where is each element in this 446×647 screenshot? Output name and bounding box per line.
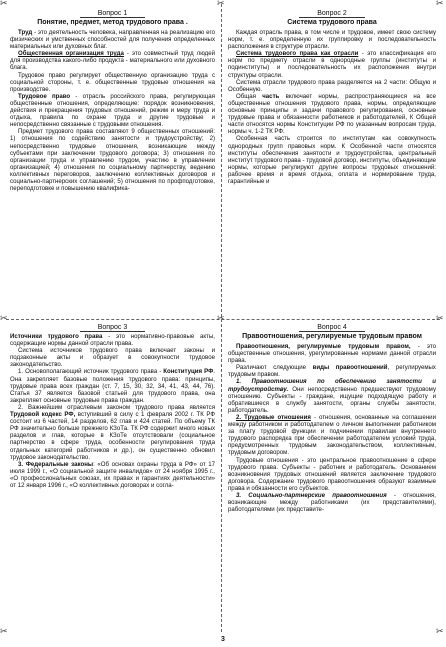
question-card-3	[6, 323, 219, 632]
paragraph: Правоотношения, регулируемые трудовым правом, - это общественные отношения, урегулированные нормами данной отрасли права.	[228, 343, 436, 365]
paragraph: Система трудового права как отрасли - это классификация его норм по предмету отрасли в однородные группы (институты и подинституты) и последовательность их расположения внутри структуры отрасли.	[228, 50, 436, 79]
paragraph: Источники трудового права - это нормативно-правовые акты, содержащие нормы данной отрасли права.	[10, 333, 215, 348]
question-label: Вопрос 2	[228, 10, 436, 18]
paragraph: 3. Социально-партнерские правоотношения - отношения, возникающие между работниками (их представителями), работодателями (их представите-	[228, 491, 436, 514]
paragraph: Особенная часть строится по институтам как совокупность однородных групп правовых норм. К Особенной части относятся институты обеспечения занятости и трудоустройства, центральный институт трудового права - трудовой договор, институты, объединяющие нормы, которые регулируют другие вопросы трудовых отношений: рабочее время и время отдыха, оплата и нормирование труда, гарантийные и	[228, 135, 436, 185]
question-card-2	[224, 9, 440, 316]
scissors-icon: ✂	[217, 314, 225, 324]
question-label: Вопрос 1	[10, 10, 215, 18]
question-title: Понятие, предмет, метод трудового права .	[37, 19, 188, 26]
scissors-icon: ✂	[217, 0, 225, 9]
paragraph: Трудовые отношения - это центральное правоотношение в сфере трудового права. Субъекты - работник и работодатель. Основанием возникновения трудовых отношений является заключение трудового договора. Содержание трудового правоотношения образуют взаимные права и обязанности его субъектов.	[228, 456, 436, 492]
paragraph: Система отрасли трудового права разделяется на 2 части: Общую и Особенную.	[228, 78, 436, 93]
question-card-4	[224, 323, 440, 632]
question-title: Система трудового права	[287, 19, 377, 26]
paragraph: 1. Правоотношения по обеспечению занятости и трудоустройству. Они непосредственно предшествуют трудовому отношению. Субъекты - граждане, ищущие подходящую работу и обратившиеся в службу занятости, органы службы занятости, работодатель.	[228, 378, 436, 414]
scissors-icon: ✂	[436, 0, 444, 9]
question-label: Вопрос 4	[228, 324, 436, 332]
paragraph: 2. Важнейшим отраслевым законом трудового права является Трудовой кодекс РФ, вступивший в силу с 1 февраля 2002 г. ТК РФ состоит из 6 частей, 14 разделов, 62 глав и 424 статей. По объему ТК РФ значительно больше прежнего КЗоТа. ТК РФ содержит много новых разделов и глав, которые в КЗоТе отсутствовали (социальное партнерство в сфере труда, особенности регулирования труда отдельных категорий работников и др.), он существенно обновил трудовое законодательство.	[10, 403, 215, 461]
question-title: Правоотношения, регулируемые трудовым правом	[242, 333, 422, 340]
page-number: 3	[221, 636, 225, 643]
paragraph: Предмет трудового права составляют 9 общественных отношений: 1) отношения по содействию занятости и трудоустройству; 2) непосредственно трудовые отношения, возникающие между субъектами при заключении трудового договора; 3) отношения по организации труда и управлению трудом, участию в управлении организацией; 4) отношения по социальному партнерству, ведению коллективных переговоров, заключению коллективных договоров и социально-партнерских соглашений; 5) отношения по профподготовке, переподготовке и повышению квалифика-	[10, 128, 215, 193]
scissors-icon: ✂	[0, 0, 8, 9]
paragraph: 3. Федеральные законы: «Об основах охраны труда в РФ» от 17 июля 1999 г., «О социальной защите инвалидов» от 24 ноября 1995 г., «О профессиональных союзах, их правах и гарантиях деятельности» от 12 января 1996 г., «О коллективных договорах и согла-	[10, 460, 216, 489]
paragraph: Общая часть включает нормы, распространяющиеся на все общественные отношения трудового права, нормы, определяющие основные принципы и задачи правового регулирования, основные трудовые права и обязанности работников и работодателей, К Общей части относятся нормы Конституции РФ по указанным вопросам труда, нормы ч. 1-2 ТК РФ.	[228, 92, 436, 136]
scissors-icon: ✂	[0, 314, 8, 324]
question-label: Вопрос 3	[10, 324, 215, 332]
paragraph: 1. Основополагающий источник трудового права - Конституция РФ. Она закрепляет базовые положения трудового права: принципы, трудовые права всех граждан (ст. 7, 15, 30, 32, 34, 41, 43, 44, 76). Статья 37 является базовой статьей для трудового права, она закрепляет основные трудовые права граждан.	[10, 368, 215, 404]
scissors-icon: ✂	[436, 627, 444, 637]
scissors-icon: ✂	[436, 314, 444, 324]
question-card-1	[6, 9, 219, 316]
paragraph: Трудовое право регулирует общественную организацию труда с социальной стороны, т. е. общественные трудовые отношения на производстве.	[10, 71, 215, 93]
paragraph: Система источников трудового права включает законы и подзаконные акты и образует в совокупности трудовое законодательство.	[10, 347, 215, 369]
paragraph: Трудовое право - отрасль российского права, регулирующая общественные отношения, определяющие: порядок возникновения, действия и прекращения трудовых отношений, режим и меру труда и отдыха, правила по охране труда и другие трудовые и непосредственно связанные с трудовыми отношения.	[10, 92, 215, 129]
paragraph: Общественная организация труда - это совместный труд людей для производства какого-либо продукта - материального или духовного блага.	[10, 50, 215, 72]
paragraph: Труд - это деятельность человека, направленная на реализацию его физических и умственных способностей для получения определенных материальных или духовных благ.	[10, 29, 215, 51]
paragraph: Каждая отрасль права, в том числе и трудовое, имеет свою систему норм, т. е. определенную их группировку и последовательность расположения в структуре отрасли.	[228, 29, 436, 51]
paragraph: Различают следующие виды правоотношений, регулируемых трудовым правом.	[228, 364, 436, 379]
paragraph: 2. Трудовые отношения - отношения, основанные на соглашении между работником и работодателем о личном выполнении работником за плату трудовой функции и подчинении правилам внутреннего трудового распорядка при обеспечении работодателем условий труда, предусмотренных трудовым законодательством, коллективным, трудовым договором.	[228, 413, 436, 457]
scissors-icon: ✂	[0, 627, 8, 637]
